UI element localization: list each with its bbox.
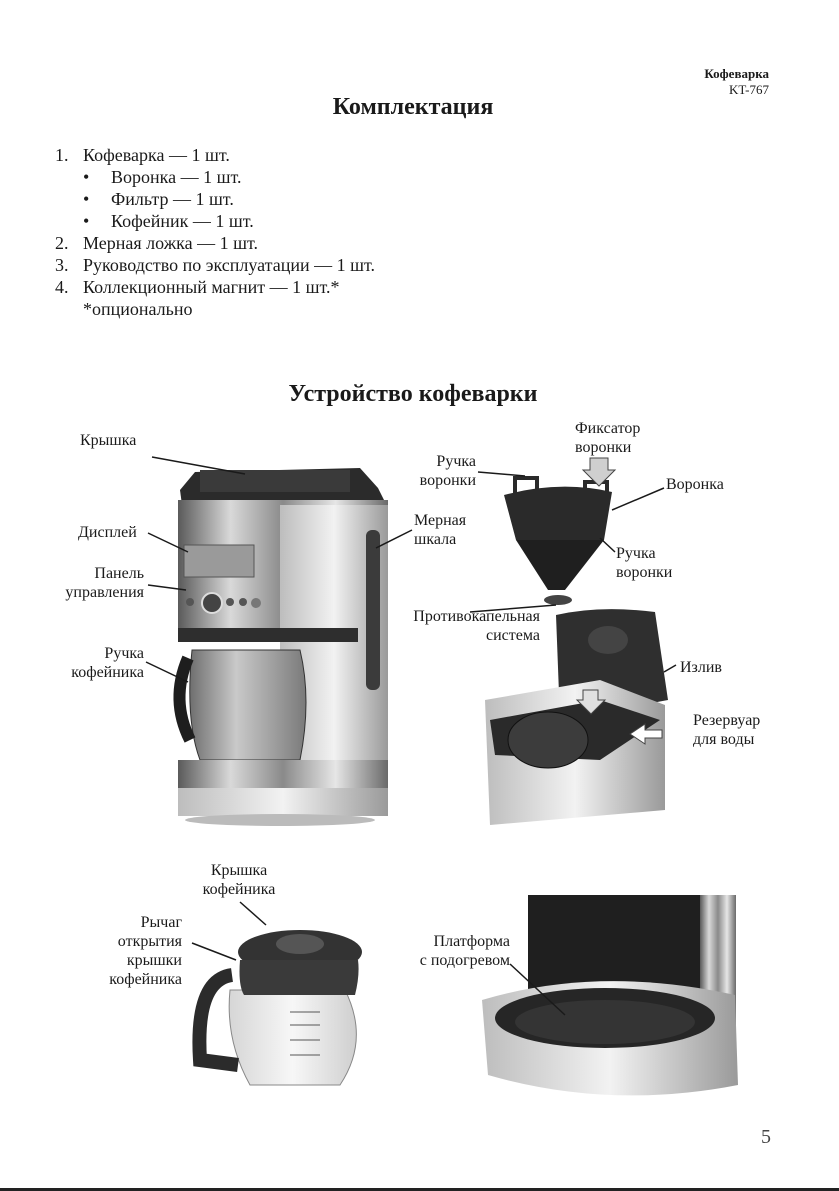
label-display: Дисплей xyxy=(78,524,137,541)
list-item: • Фильтр — 1 шт. xyxy=(83,189,234,209)
list-item: • Воронка — 1 шт. xyxy=(83,167,242,187)
label-funnel-handle-bottom: Ручка воронки xyxy=(616,545,673,581)
label-funnel-handle-top: Ручка воронки xyxy=(419,453,476,489)
header-product: Кофеварка xyxy=(704,66,769,81)
section-title-package: Комплектация xyxy=(332,94,494,120)
label-warming-plate: Платформа с подогревом xyxy=(419,933,510,969)
label-control-panel: Панель управления xyxy=(65,565,144,601)
label-lid: Крышка xyxy=(80,432,137,449)
list-item: • Кофейник — 1 шт. xyxy=(83,211,254,231)
list-item: 4. Коллекционный магнит — 1 шт.* xyxy=(55,277,340,297)
optional-note: *опционально xyxy=(83,299,193,319)
list-item: 1. Кофеварка — 1 шт. xyxy=(55,145,230,165)
page-number: 5 xyxy=(761,1126,771,1148)
list-item: 3. Руководство по эксплуатации — 1 шт. xyxy=(55,255,375,275)
label-pot-lid: Крышка кофейника xyxy=(202,862,276,898)
carafe-image xyxy=(199,930,362,1085)
label-pot-lever: Рычаг открытия крышки кофейника xyxy=(109,914,182,988)
list-item: 2. Мерная ложка — 1 шт. xyxy=(55,233,258,253)
label-funnel-lock: Фиксатор воронки xyxy=(575,420,641,456)
label-antidrip: Противокапельная система xyxy=(413,608,540,644)
label-pot-handle: Ручка кофейника xyxy=(71,645,144,681)
label-reservoir: Резервуар для воды xyxy=(693,712,761,748)
funnel-image xyxy=(504,458,615,605)
header-model: KT-767 xyxy=(729,82,769,97)
section-title-device: Устройство кофеварки xyxy=(288,381,538,407)
label-spout: Излив xyxy=(680,659,722,676)
label-funnel: Воронка xyxy=(666,476,724,493)
label-measure-scale: Мерная шкала xyxy=(414,512,467,548)
warming-plate-image xyxy=(482,895,738,1095)
coffee-maker-image xyxy=(178,468,388,826)
